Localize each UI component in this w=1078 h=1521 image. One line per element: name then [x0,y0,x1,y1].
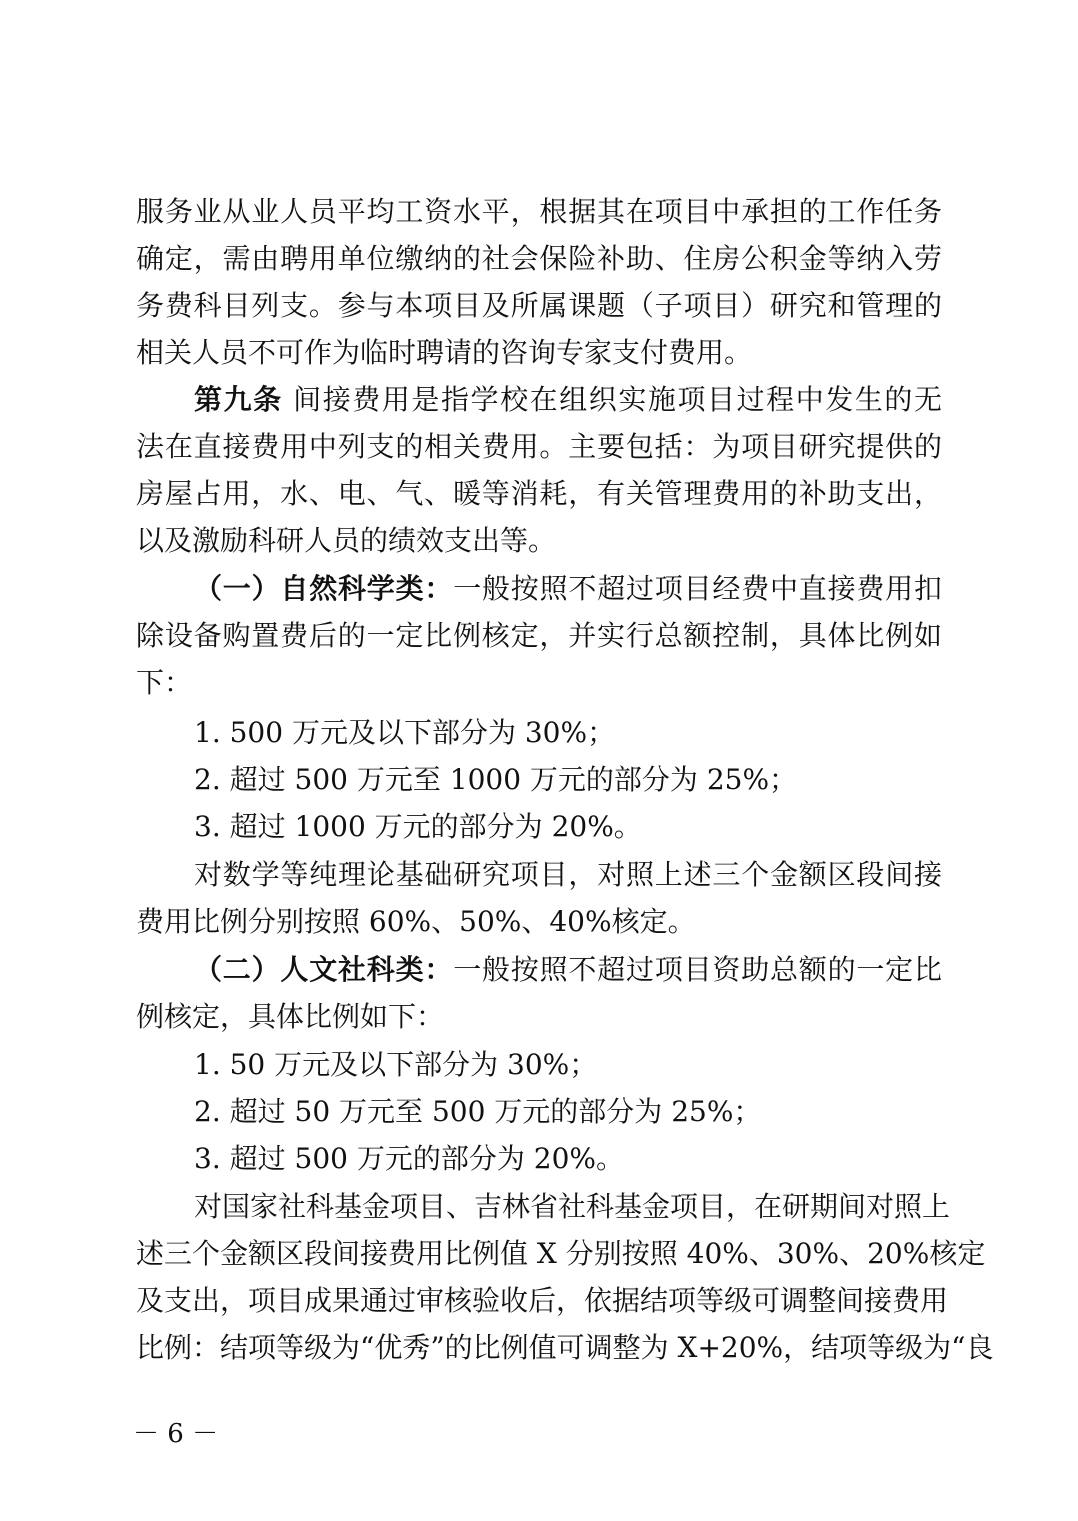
paragraph-line: 房屋占用，水、电、气、暖等消耗，有关管理费用的补助支出， [136,477,942,510]
list-item: 1. 50 万元及以下部分为 30%； [194,1048,598,1081]
section-heading-line: （二）人文社科类：一般按照不超过项目资助总额的一定比 [194,953,942,986]
article-label: 第九条 [194,383,283,416]
section-label: （二）人文社科类： [194,953,454,986]
section-label: （一）自然科学类： [194,572,454,605]
paragraph-line: 比例：结项等级为“优秀”的比例值可调整为 X+20%，结项等级为“良 [136,1331,994,1364]
list-item: 2. 超过 500 万元至 1000 万元的部分为 25%； [194,763,798,796]
paragraph-line: 述三个金额区段间接费用比例值 X 分别按照 40%、30%、20%核定 [136,1237,986,1270]
paragraph-line: 对国家社科基金项目、吉林省社科基金项目，在研期间对照上 [194,1190,951,1223]
paragraph-line: 相关人员不可作为临时聘请的咨询专家支付费用。 [136,336,753,369]
paragraph-line: 以及激励科研人员的绩效支出等。 [136,524,557,557]
paragraph-line: 例核定，具体比例如下： [136,1000,445,1033]
paragraph-line: 下： [136,666,193,699]
paragraph-line: 除设备购置费后的一定比例核定，并实行总额控制，具体比例如 [136,619,942,652]
paragraph-line: 及支出，项目成果通过审核验收后，依据结项等级可调整间接费用 [136,1284,949,1317]
list-item: 3. 超过 1000 万元的部分为 20%。 [194,810,642,843]
page-number: － 6 － [133,1419,219,1449]
paragraph-line: 对数学等纯理论基础研究项目，对照上述三个金额区段间接 [194,858,942,891]
paragraph-line: 费用比例分别按照 60%、50%、40%核定。 [136,905,696,938]
paragraph-line: 法在直接费用中列支的相关费用。主要包括：为项目研究提供的 [136,430,942,463]
list-item: 2. 超过 50 万元至 500 万元的部分为 25%； [194,1095,762,1128]
section-heading-line: （一）自然科学类：一般按照不超过项目经费中直接费用扣 [194,572,942,605]
paragraph-line: 务费科目列支。参与本项目及所属课题（子项目）研究和管理的 [136,289,942,322]
article-heading-line: 第九条 间接费用是指学校在组织实施项目过程中发生的无 [194,383,942,416]
list-item: 1. 500 万元及以下部分为 30%； [194,716,616,749]
paragraph-line: 服务业从业人员平均工资水平，根据其在项目中承担的工作任务 [136,195,942,228]
list-item: 3. 超过 500 万元的部分为 20%。 [194,1142,624,1175]
paragraph-line: 确定，需由聘用单位缴纳的社会保险补助、住房公积金等纳入劳 [136,242,942,275]
